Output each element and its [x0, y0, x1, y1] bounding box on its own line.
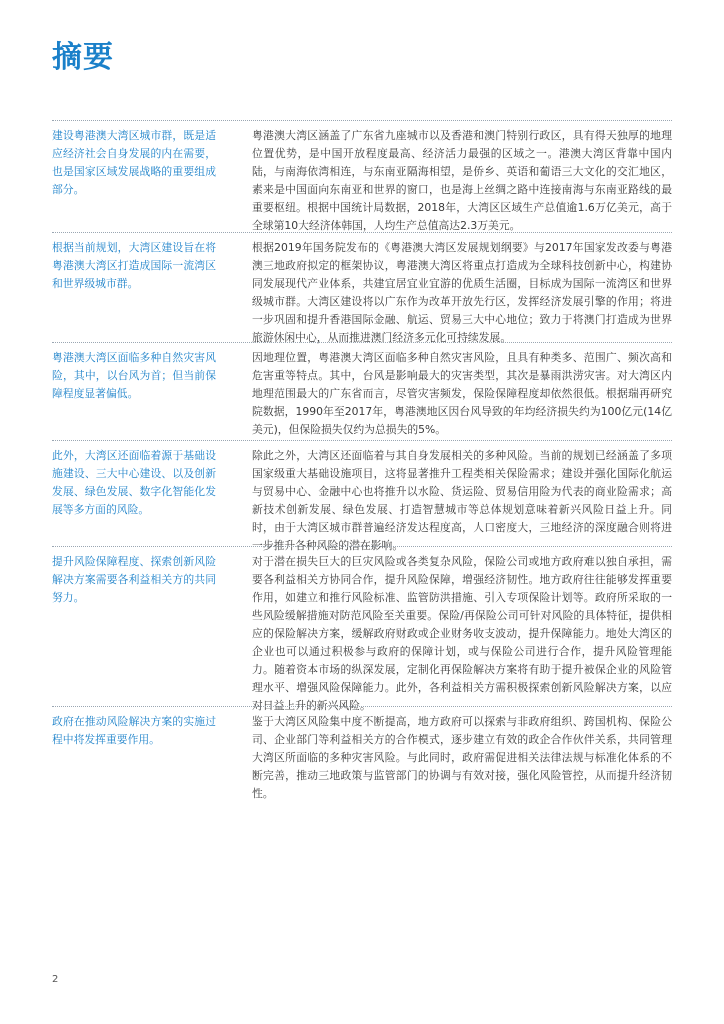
section-summary: 提升风险保障程度、探索创新风险解决方案需要各利益相关方的共同努力。 [52, 555, 216, 604]
section-economy [52, 120, 672, 231]
section-development-risks [52, 440, 672, 552]
section-body: 因地理位置，粤港澳大湾区面临多种自然灾害风险，且具有种类多、范围广、频次高和危害重等特点。其中，台风是影响最大的灾害类型，其次是暴雨洪涝灾害。对大湾区内地理范围最大的广东省而言，尽管灾害频发，保险保障程度却依然很低。根据瑞再研究院数据，1990年至2017年，粤港澳地区因台风导致的年均经济损失约为100亿元(14亿美元)，但保险损失仅约为总损失的5%。 [252, 351, 672, 436]
section-summary: 此外，大湾区还面临着源于基础设施建设、三大中心建设、以及创新发展、绿色发展、数字化智能化发展等多方面的风险。 [52, 449, 216, 516]
section-government-role [52, 706, 672, 800]
section-planning [52, 232, 672, 343]
section-body: 鉴于大湾区风险集中度不断提高，地方政府可以探索与非政府组织、跨国机构、保险公司、企业部门等利益相关方的合作模式，逐步建立有效的政企合作伙伴关系，共同管理大湾区所面临的多种灾害风险。与此同时，政府需促进相关法律法规与标准化体系的不断完善，推动三地政策与监管部门的协调与有效对接，强化风险管控，从而提升经济韧性。 [252, 715, 672, 800]
page-title: 摘要 [52, 40, 114, 75]
section-natural-disasters [52, 342, 672, 441]
section-body: 除此之外，大湾区还面临着与其自身发展相关的多种风险。当前的规划已经涵盖了多项国家级重大基础设施项目，这将显著推升工程类相关保险需求；建设并强化国际化航运与贸易中心、金融中心也将推升以水险、货运险、贸易信用险为代表的商业险需求；高新技术创新发展、绿色发展、打造智慧城市等总体规划意味着新兴风险日益上升。同时，由于大湾区城市群普遍经济发达程度高，人口密度大，三地经济的深度融合则将进一步推升各种风险的潜在影响。 [252, 449, 672, 552]
section-summary: 粤港澳大湾区面临多种自然灾害风险，其中，以台风为首；但当前保障程度显著偏低。 [52, 351, 216, 400]
section-body: 粤港澳大湾区涵盖了广东省九座城市以及香港和澳门特别行政区，具有得天独厚的地理位置优势，是中国开放程度最高、经济活力最强的区域之一。港澳大湾区背靠中国内陆，与南海依湾相连，与东南亚隔海相望，是侨乡、英语和葡语三大文化的交汇地区，素来是中国面向东南亚和世界的窗口，也是海上丝绸之路中连接南海与东南亚路线的最重要枢纽。根据中国统计局数据，2018年，大湾区区域生产总值逾1.6万亿美元，高于全球第10大经济体韩国，人均生产总值高达2.3万美元。 [252, 129, 672, 232]
section-body: 对于潜在损失巨大的巨灾风险或各类复杂风险，保险公司或地方政府难以独自承担，需要各利益相关方协同合作，提升风险保障，增强经济韧性。地方政府往往能够发挥重要作用，如建立和推行风险标准、监管防洪措施、引入专项保险计划等。政府所采取的一些风险缓解措施对防范风险至关重要。保险/再保险公司可针对风险的具体特征，提供相应的保险解决方案，缓解政府财政或企业财务收支波动，提升保障能力。地处大湾区的企业也可以通过积极参与政府的保障计划，或与保险公司进行合作，提升风险管理能力。随着资本市场的纵深发展，定制化再保险解决方案将有助于提升被保企业的风险管理水平、增强风险保障能力。此外，各利益相关方需积极探索创新风险解决方案，以应对日益上升的新兴风险。 [252, 555, 672, 712]
section-summary: 根据当前规划，大湾区建设旨在将粤港澳大湾区打造成国际一流湾区和世界级城市群。 [52, 241, 216, 290]
section-summary: 建设粤港澳大湾区城市群，既是适应经济社会自身发展的内在需要，也是国家区域发展战略的重要组成部分。 [52, 129, 216, 196]
section-summary: 政府在推动风险解决方案的实施过程中将发挥重要作用。 [52, 715, 216, 746]
section-body: 根据2019年国务院发布的《粤港澳大湾区发展规划纲要》与2017年国家发改委与粤港澳三地政府拟定的框架协议，粤港澳大湾区将重点打造成为全球科技创新中心，构建协同发展现代产业体系，共建宜居宜业宜游的优质生活圈，目标成为国际一流湾区和世界级城市群。大湾区建设将以广东作为改革开放先行区，发挥经济发展引擎的作用；将进一步巩固和提升香港国际金融、航运、贸易三大中心地位；致力于将澳门打造成为世界旅游休闲中心，从而推进澳门经济多元化可持续发展。 [252, 241, 672, 344]
page-number: 2 [52, 974, 59, 985]
section-risk-solutions [52, 546, 672, 712]
